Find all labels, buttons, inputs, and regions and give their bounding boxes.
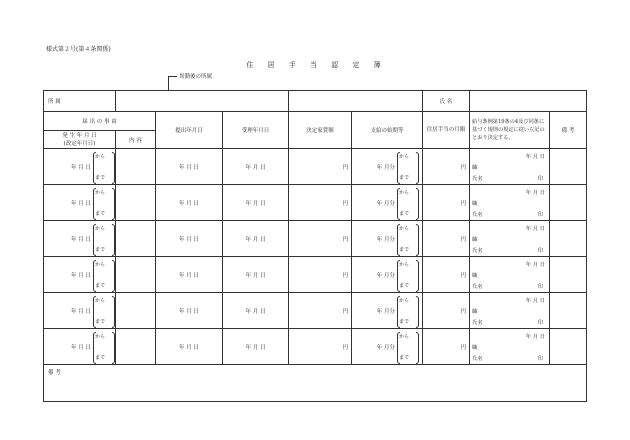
period-brace (93, 222, 115, 256)
header-row-1 (44, 112, 587, 131)
signer-name-label: 氏名 (472, 211, 483, 218)
record-row (44, 329, 587, 365)
rent-amount-cell[interactable]: 円 (289, 257, 352, 293)
confirmation-cell[interactable] (470, 149, 550, 185)
monthly-amount-cell[interactable]: 円 (423, 221, 470, 257)
monthly-amount-cell[interactable]: 円 (423, 293, 470, 329)
receipt-date-cell[interactable]: 年 月 日 (223, 329, 289, 365)
occurrence-date-cell[interactable] (44, 293, 116, 329)
monthly-amount-cell[interactable]: 円 (423, 149, 470, 185)
remarks-cell[interactable] (550, 149, 587, 185)
signer-name-label: 氏名 (472, 319, 483, 326)
payment-start-text: 年 月分 (376, 308, 396, 315)
occurrence-date-text: 年 月 日 (71, 200, 91, 207)
reason-header: 届 出 の 事 由 (44, 112, 156, 131)
rent-amount-cell[interactable]: 円 (289, 221, 352, 257)
from-label: から (399, 189, 410, 196)
occurrence-date-cell[interactable] (44, 185, 116, 221)
from-label: から (95, 261, 106, 268)
confirmation-cell[interactable] (470, 329, 550, 365)
remarks-cell[interactable] (550, 185, 587, 221)
payment-start-cell[interactable] (352, 329, 423, 365)
occurrence-date-text: 年 月 日 (71, 164, 91, 171)
confirmation-date: 年 月 日 (525, 333, 546, 340)
form-title: 住 居 手 当 認 定 簿 (246, 61, 384, 69)
until-label: まで (95, 210, 106, 217)
record-row (44, 221, 587, 257)
bottom-remarks-row (44, 365, 587, 402)
bottom-remarks-label: 備 考 (48, 370, 61, 376)
rent-amount-cell[interactable]: 円 (289, 185, 352, 221)
submission-date-cell[interactable]: 年 月 日 (156, 329, 223, 365)
payment-start-cell[interactable] (352, 257, 423, 293)
contents-cell[interactable] (116, 149, 156, 185)
remarks-header: 備 考 (550, 112, 587, 149)
from-label: から (95, 153, 106, 160)
confirmation-cell[interactable] (470, 221, 550, 257)
seal-label: 印 (537, 247, 544, 254)
position-label: 職 (472, 236, 478, 243)
payment-brace (397, 186, 419, 220)
from-label: から (399, 225, 410, 232)
payment-start-text: 年 月分 (376, 236, 396, 243)
contents-cell[interactable] (116, 257, 156, 293)
transfer-destination-note: 異動後の所属 (179, 74, 213, 80)
payment-brace (397, 294, 419, 328)
seal-label: 印 (537, 283, 544, 290)
position-label: 職 (472, 200, 478, 207)
remarks-cell[interactable] (550, 329, 587, 365)
occurrence-date-cell[interactable] (44, 329, 116, 365)
record-row (44, 257, 587, 293)
monthly-amount-cell[interactable]: 円 (423, 257, 470, 293)
from-label: から (399, 297, 410, 304)
affiliation-after-field[interactable] (289, 91, 423, 112)
receipt-date-header: 受理年月日 (223, 112, 289, 149)
revision-date-label: (改定年月日) (63, 140, 96, 147)
from-label: から (95, 297, 106, 304)
affiliation-label: 所 属 (44, 91, 116, 112)
confirmation-cell[interactable] (470, 257, 550, 293)
form-number-label: 様式第２号(第４条関係) (46, 46, 111, 53)
until-label: まで (95, 318, 106, 325)
receipt-date-cell[interactable]: 年 月 日 (223, 221, 289, 257)
payment-start-text: 年 月分 (376, 272, 396, 279)
signer-name-label: 氏名 (472, 283, 483, 290)
until-label: まで (399, 282, 410, 289)
confirmation-date: 年 月 日 (525, 225, 546, 232)
receipt-date-cell[interactable]: 年 月 日 (223, 185, 289, 221)
occurrence-date-header (44, 131, 116, 149)
confirmation-cell[interactable] (470, 293, 550, 329)
period-brace (93, 330, 115, 364)
contents-cell[interactable] (116, 221, 156, 257)
payment-start-text: 年 月分 (376, 164, 396, 171)
record-row (44, 293, 587, 329)
position-label: 職 (472, 164, 478, 171)
until-label: まで (95, 174, 106, 181)
monthly-amount-cell[interactable]: 円 (423, 185, 470, 221)
confirmation-date: 年 月 日 (525, 153, 546, 160)
seal-label: 印 (537, 175, 544, 182)
payment-start-cell[interactable] (352, 185, 423, 221)
occurrence-date-label: 発 生 年 月 日 (62, 132, 97, 139)
from-label: から (399, 333, 410, 340)
confirmation-date: 年 月 日 (525, 189, 546, 196)
payment-brace (397, 330, 419, 364)
payment-start-header: 支給の始期等 (352, 112, 423, 149)
payment-start-text: 年 月分 (376, 344, 396, 351)
name-field[interactable] (470, 91, 587, 112)
seal-label: 印 (537, 211, 544, 218)
contents-cell[interactable] (116, 293, 156, 329)
note-leader-horizontal (168, 76, 177, 77)
payment-start-cell[interactable] (352, 149, 423, 185)
remarks-cell[interactable] (550, 293, 587, 329)
affiliation-row (44, 91, 587, 112)
confirmation-header: 給与条例第19条の4及び同条に基づく規則の規定に従い左記のとおり決定する。 (470, 112, 550, 149)
occurrence-date-text: 年 月 日 (71, 344, 91, 351)
payment-start-cell[interactable] (352, 221, 423, 257)
occurrence-date-text: 年 月 日 (71, 272, 91, 279)
signer-name-label: 氏名 (472, 175, 483, 182)
payment-brace (397, 258, 419, 292)
from-label: から (95, 189, 106, 196)
rent-amount-cell[interactable]: 円 (289, 293, 352, 329)
until-label: まで (95, 354, 106, 361)
affiliation-field[interactable] (116, 91, 289, 112)
rent-amount-cell[interactable]: 円 (289, 329, 352, 365)
submission-date-cell[interactable]: 年 月 日 (156, 257, 223, 293)
until-label: まで (399, 210, 410, 217)
until-label: まで (399, 318, 410, 325)
period-brace (93, 294, 115, 328)
from-label: から (95, 225, 106, 232)
name-label: 氏 名 (423, 91, 470, 112)
until-label: まで (399, 354, 410, 361)
contents-cell[interactable] (116, 329, 156, 365)
until-label: まで (399, 246, 410, 253)
until-label: まで (95, 246, 106, 253)
until-label: まで (95, 282, 106, 289)
bottom-remarks-cell[interactable] (44, 365, 587, 402)
occurrence-date-text: 年 月 日 (71, 236, 91, 243)
rent-amount-cell[interactable]: 円 (289, 149, 352, 185)
period-brace (93, 258, 115, 292)
contents-header: 内 容 (116, 131, 156, 149)
remarks-cell[interactable] (550, 257, 587, 293)
occurrence-date-cell[interactable] (44, 149, 116, 185)
monthly-amount-cell[interactable]: 円 (423, 329, 470, 365)
occurrence-date-cell[interactable] (44, 221, 116, 257)
position-label: 職 (472, 344, 478, 351)
payment-brace (397, 150, 419, 184)
seal-label: 印 (537, 319, 544, 326)
remarks-cell[interactable] (550, 221, 587, 257)
seal-label: 印 (537, 355, 544, 362)
occurrence-date-text: 年 月 日 (71, 308, 91, 315)
receipt-date-cell[interactable]: 年 月 日 (223, 257, 289, 293)
payment-start-text: 年 月分 (376, 200, 396, 207)
record-row (44, 149, 587, 185)
monthly-amount-header: 住居手当の月額 (423, 112, 470, 149)
until-label: まで (399, 174, 410, 181)
record-row (44, 185, 587, 221)
position-label: 職 (472, 308, 478, 315)
signer-name-label: 氏名 (472, 247, 483, 254)
submission-date-cell[interactable]: 年 月 日 (156, 293, 223, 329)
from-label: から (399, 153, 410, 160)
submission-date-cell[interactable]: 年 月 日 (156, 221, 223, 257)
submission-date-cell[interactable]: 年 月 日 (156, 149, 223, 185)
signer-name-label: 氏名 (472, 355, 483, 362)
confirmation-cell[interactable] (470, 185, 550, 221)
rent-amount-header: 決定家賃額 (289, 112, 352, 149)
receipt-date-cell[interactable]: 年 月 日 (223, 149, 289, 185)
from-label: から (399, 261, 410, 268)
receipt-date-cell[interactable]: 年 月 日 (223, 293, 289, 329)
period-brace (93, 150, 115, 184)
payment-start-cell[interactable] (352, 293, 423, 329)
confirmation-date: 年 月 日 (525, 261, 546, 268)
allowance-register-table (43, 90, 587, 402)
occurrence-date-cell[interactable] (44, 257, 116, 293)
period-brace (93, 186, 115, 220)
contents-cell[interactable] (116, 185, 156, 221)
position-label: 職 (472, 272, 478, 279)
payment-brace (397, 222, 419, 256)
from-label: から (95, 333, 106, 340)
confirmation-date: 年 月 日 (525, 297, 546, 304)
note-leader-vertical (168, 76, 169, 90)
submission-date-cell[interactable]: 年 月 日 (156, 185, 223, 221)
submission-date-header: 提出年月日 (156, 112, 223, 149)
